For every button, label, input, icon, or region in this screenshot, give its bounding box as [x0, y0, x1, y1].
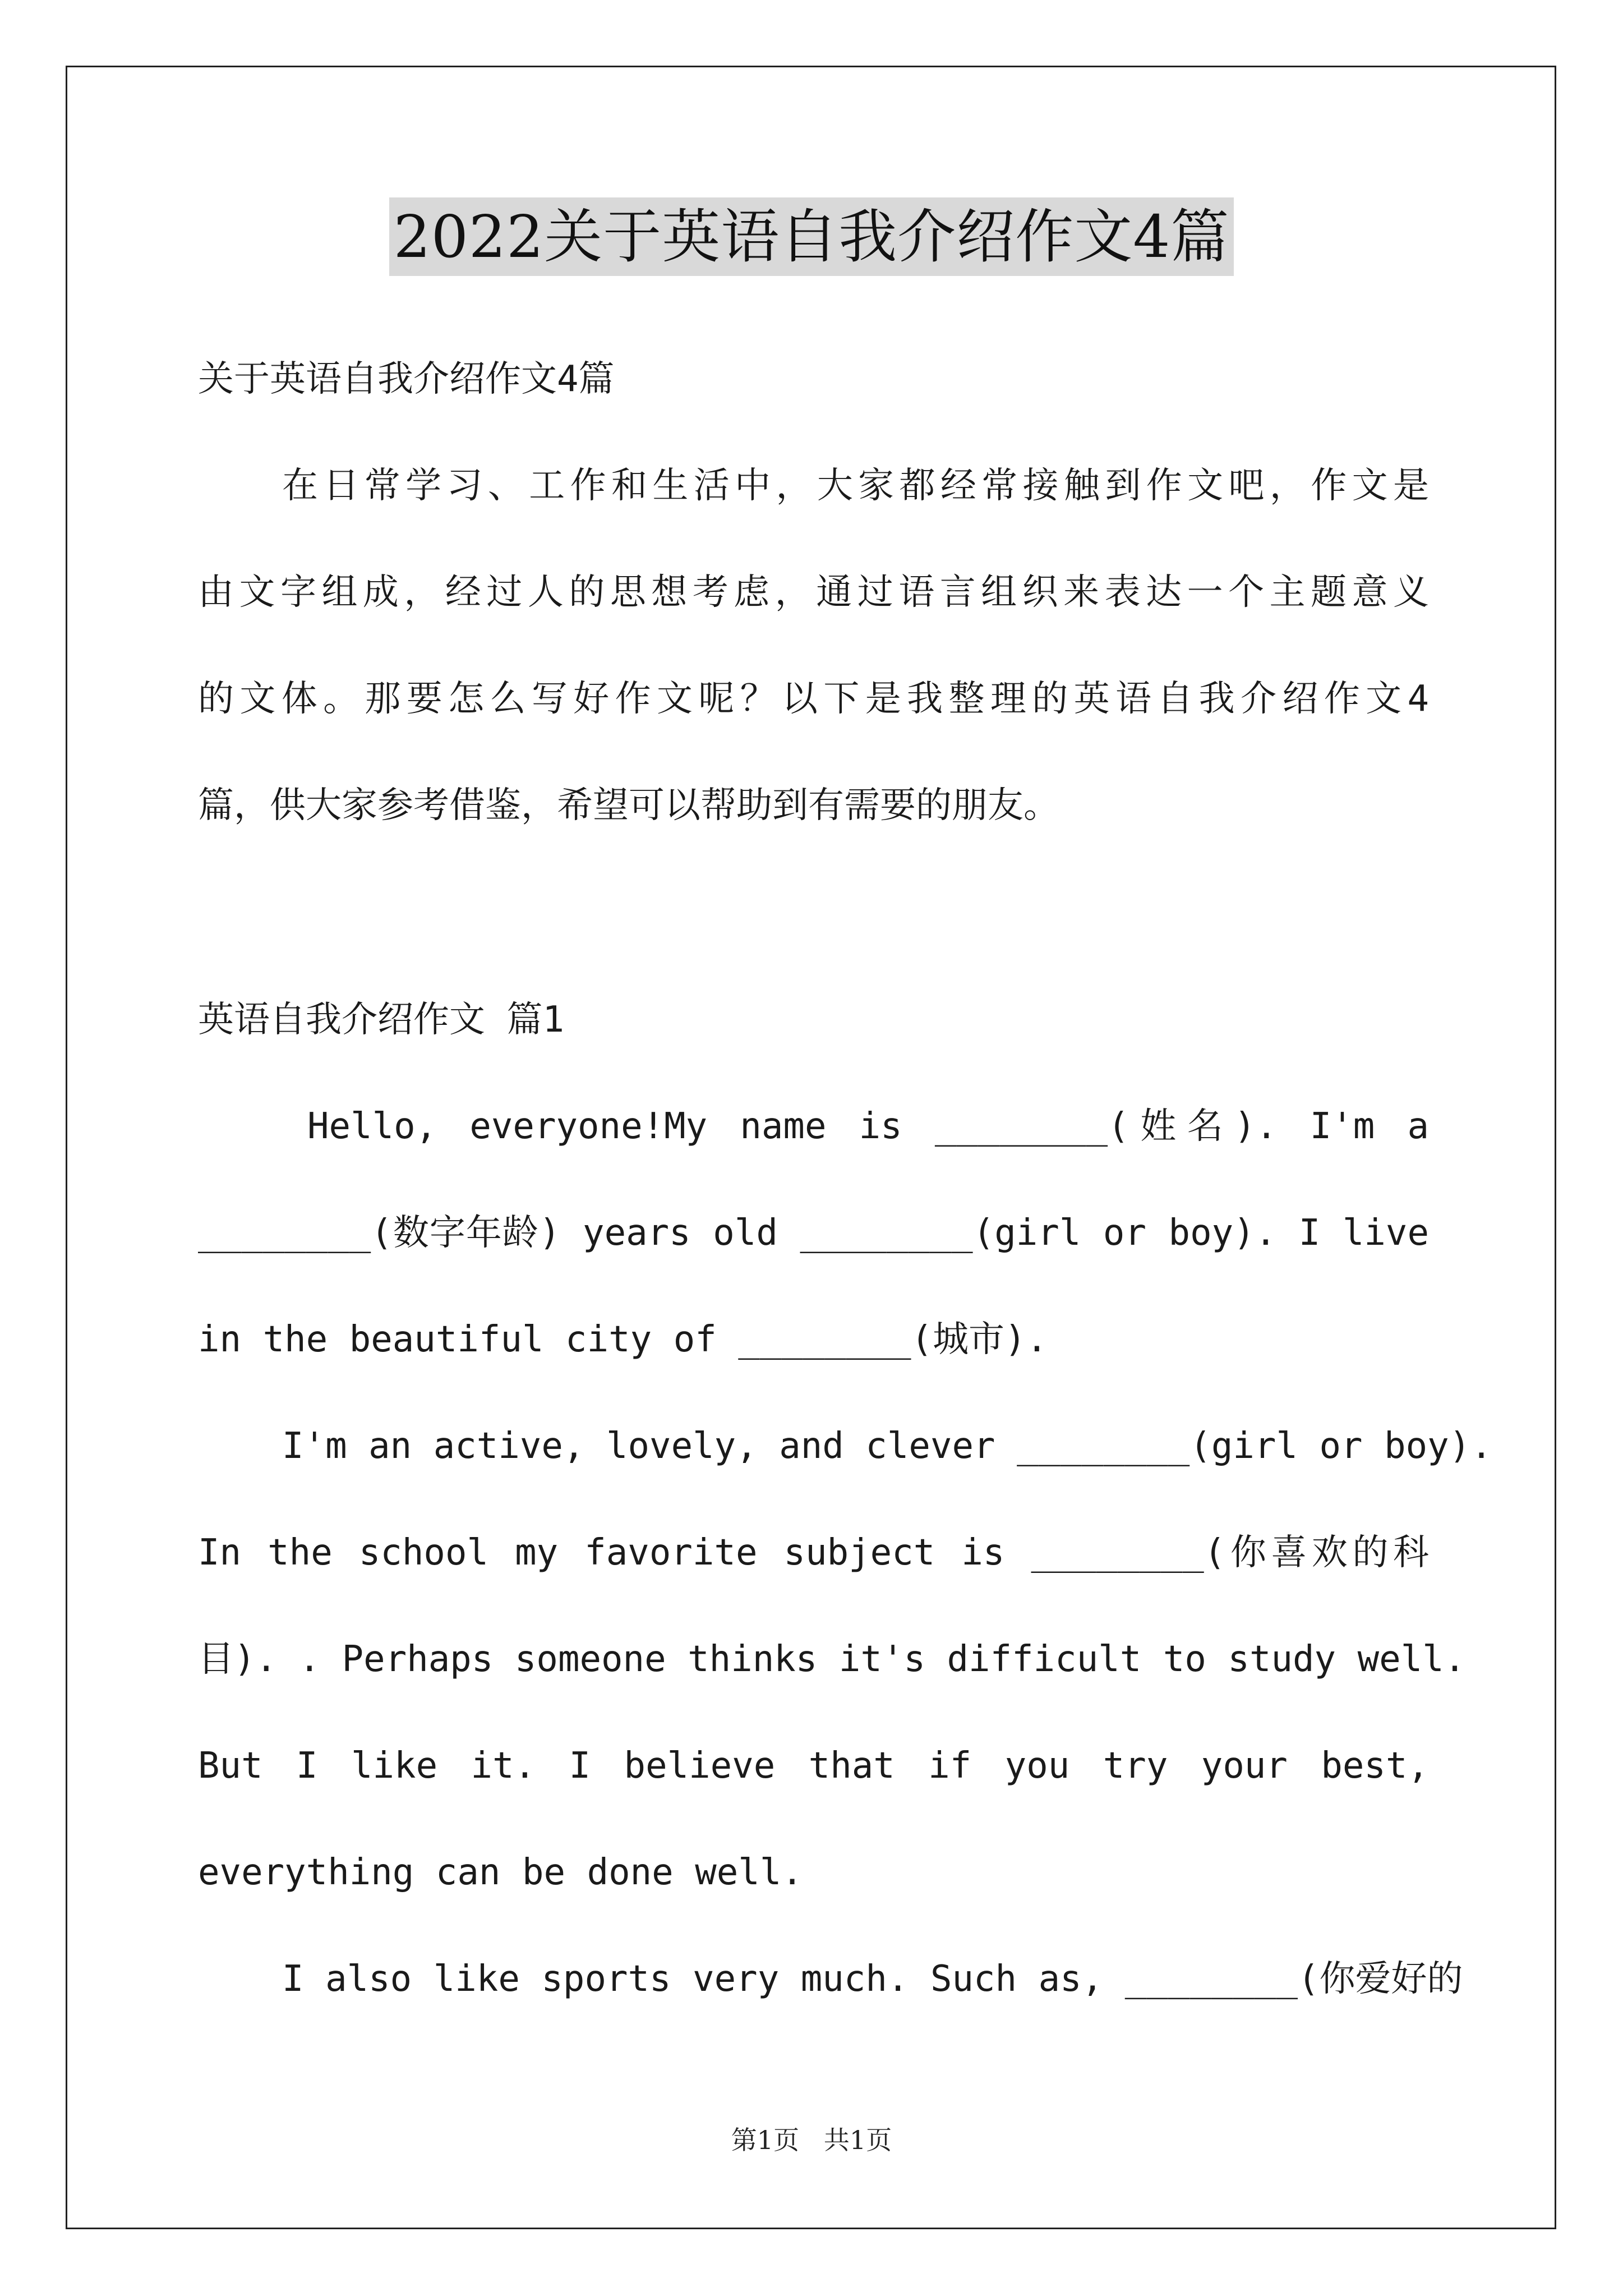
essay-line-5: In the school my favorite subject is ________(你喜欢的科 — [198, 1532, 1429, 1573]
title-container — [0, 197, 1623, 276]
intro-line-4: 篇，供大家参考借鉴，希望可以帮助到有需要的朋友。 — [198, 785, 1059, 826]
essay-line-1: Hello, everyone!My name is ________(姓名). I'm a — [307, 1106, 1429, 1147]
essay-line-8: everything can be done well. — [198, 1852, 803, 1893]
document-subtitle: 关于英语自我介绍作文4篇 — [198, 358, 615, 400]
intro-line-2: 由文字组成，经过人的思想考虑，通过语言组织来表达一个主题意义 — [198, 572, 1429, 613]
essay-line-6: 目). . Perhaps someone thinks it's difficult to study well. — [198, 1639, 1466, 1680]
essay-line-2: ________(数字年龄) years old ________(girl or boy). I live — [198, 1212, 1429, 1254]
essay-line-4: I'm an active, lovely, and clever ________(girl or boy). — [282, 1425, 1492, 1467]
essay-line-7: But I like it. I believe that if you try your best, — [198, 1745, 1429, 1787]
essay-line-9: I also like sports very much. Such as, ________(你爱好的 — [282, 1958, 1463, 2000]
document-title: 2022关于英语自我介绍作文4篇 — [389, 197, 1234, 276]
section-heading: 英语自我介绍作文 篇1 — [198, 999, 565, 1041]
intro-line-3: 的文体。那要怎么写好作文呢？以下是我整理的英语自我介绍作文4 — [198, 678, 1429, 720]
page-footer: 第1页 共1页 — [731, 2125, 892, 2155]
essay-line-3: in the beautiful city of ________(城市). — [198, 1319, 1048, 1360]
intro-line-1: 在日常学习、工作和生活中，大家都经常接触到作文吧，作文是 — [282, 465, 1429, 507]
